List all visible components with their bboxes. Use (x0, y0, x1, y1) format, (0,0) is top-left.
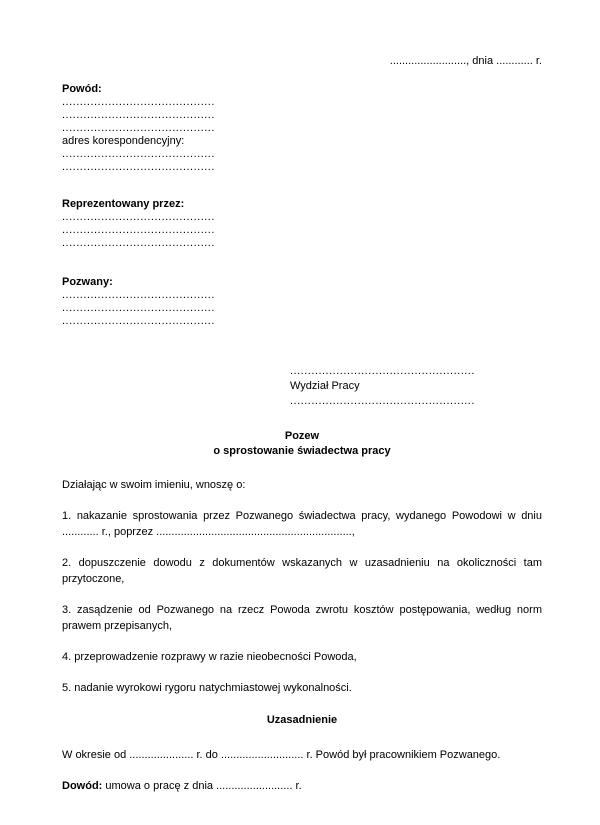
representative-fill-line: ........................................... (62, 211, 215, 223)
representative-fill-line: ........................................... (62, 237, 215, 249)
court-fill-line: .................................................... (290, 395, 475, 407)
claim-point-2: 2. dopuszczenie dowodu z dokumentów wskazanych w uzasadnieniu na okoliczności tam przytoczone, (62, 557, 542, 585)
plaintiff-label: Powód: (62, 83, 102, 95)
claim-point-3: 3. zasądzenie od Pozwanego na rzecz Powoda zwrotu kosztów postępowania, według norm prawem przepisanych, (62, 604, 542, 632)
claim-point-4: 4. przeprowadzenie rozprawy w razie nieobecności Powoda, (62, 651, 357, 663)
claim-point-5: 5. nadanie wyrokowi rygoru natychmiastowej wykonalności. (62, 682, 352, 694)
court-name: Wydział Pracy (290, 380, 360, 392)
document-title (62, 429, 542, 459)
date-line: ........................., dnia ............ r. (389, 55, 542, 67)
intro-paragraph: Działając w swoim imieniu, wnoszę o: (62, 479, 246, 491)
plaintiff-fill-line: ........................................... (62, 109, 215, 121)
claim-point-1: 1. nakazanie sprostowania przez Pozwanego świadectwa pracy, wydanego Powodowi w dniu ............ r., poprzez ................................................................, (62, 510, 542, 538)
employment-period-line: W okresie od ..................... r. do ........................... r. Powód był pracownikiem Pozwanego. (62, 749, 501, 761)
representative-fill-line: ........................................... (62, 224, 215, 236)
defendant-label: Pozwany: (62, 276, 113, 288)
title-line-2: o sprostowanie świadectwa pracy (213, 445, 391, 457)
defendant-fill-line: ........................................... (62, 289, 215, 301)
defendant-block (62, 276, 542, 328)
representative-block (62, 198, 542, 250)
evidence-text: umowa o pracę z dnia ......................... r. (102, 780, 302, 792)
representative-label: Reprezentowany przez: (62, 198, 185, 210)
justification-heading: Uzasadnienie (266, 714, 338, 726)
address-fill-line: ........................................... (62, 148, 215, 160)
plaintiff-fill-line: ........................................... (62, 122, 215, 134)
evidence-label: Dowód: (62, 780, 103, 792)
defendant-fill-line: ........................................... (62, 315, 215, 327)
address-label: adres korespondencyjny: (62, 135, 185, 147)
title-line-1: Pozew (284, 430, 320, 442)
plaintiff-fill-line: ........................................... (62, 96, 215, 108)
court-fill-line: .................................................... (290, 365, 475, 377)
address-fill-line: ........................................... (62, 161, 215, 173)
court-block (290, 364, 542, 409)
plaintiff-block (62, 83, 542, 174)
defendant-fill-line: ........................................... (62, 302, 215, 314)
evidence-line (62, 778, 542, 794)
